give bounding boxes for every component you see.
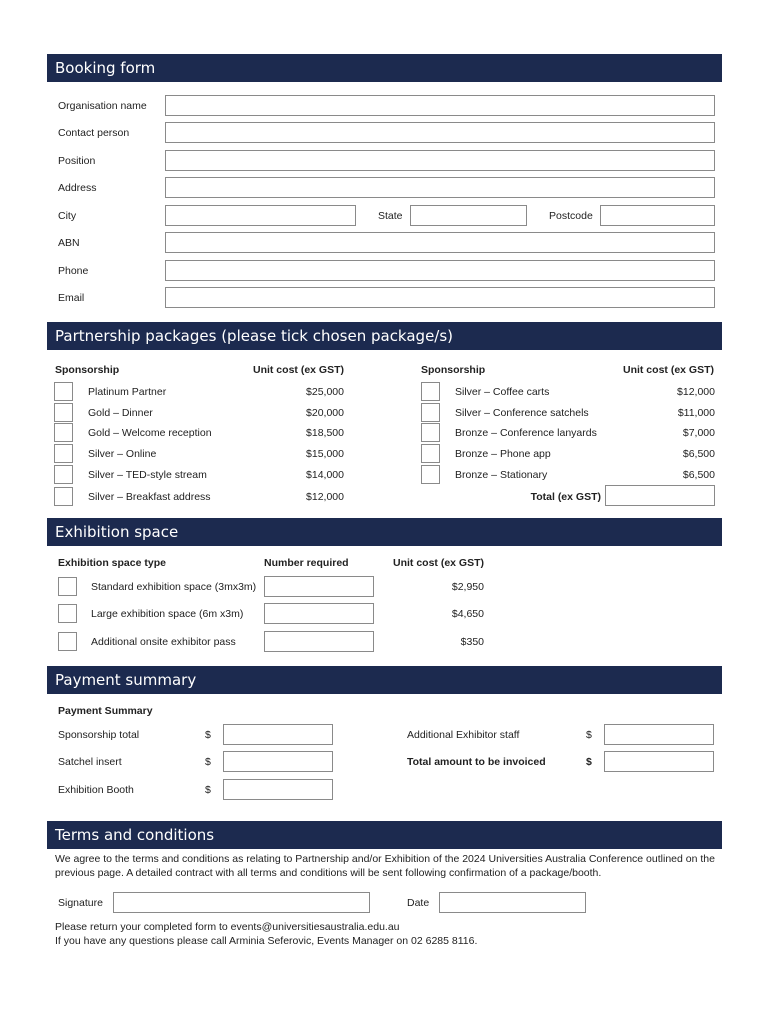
exhibition-cost: $4,650 bbox=[451, 608, 484, 620]
email-field[interactable] bbox=[165, 287, 715, 308]
package-checkbox[interactable] bbox=[421, 444, 440, 463]
exhibition-checkbox[interactable] bbox=[58, 577, 77, 596]
organisation-name-field[interactable] bbox=[165, 95, 715, 116]
phone-label: Phone bbox=[58, 265, 89, 277]
package-checkbox[interactable] bbox=[54, 444, 73, 463]
package-cost: $12,000 bbox=[677, 386, 715, 398]
exhibition-type-name: Large exhibition space (6m x3m) bbox=[91, 608, 244, 620]
sponsorship-column-header-right: Sponsorship bbox=[421, 364, 486, 376]
phone-field[interactable] bbox=[165, 260, 715, 281]
postcode-field[interactable] bbox=[600, 205, 715, 226]
number-required-field[interactable] bbox=[264, 603, 374, 624]
package-cost: $6,500 bbox=[682, 469, 715, 481]
payment-summary-heading: Payment Summary bbox=[58, 705, 153, 717]
exhibition-cost: $350 bbox=[460, 636, 484, 648]
package-cost: $18,500 bbox=[306, 427, 344, 439]
package-name: Bronze – Stationary bbox=[455, 469, 548, 481]
package-name: Bronze – Conference lanyards bbox=[455, 427, 597, 439]
package-name: Silver – Conference satchels bbox=[455, 407, 589, 419]
abn-field[interactable] bbox=[165, 232, 715, 253]
currency-symbol: $ bbox=[586, 729, 592, 741]
package-cost: $15,000 bbox=[306, 448, 344, 460]
total-invoiced-label: Total amount to be invoiced bbox=[407, 756, 546, 768]
contact-instructions: If you have any questions please call Arminia Seferovic, Events Manager on 02 6285 8116. bbox=[55, 935, 478, 947]
organisation-name-label: Organisation name bbox=[58, 100, 147, 112]
additional-exhibitor-staff-label: Additional Exhibitor staff bbox=[407, 729, 520, 741]
package-cost: $7,000 bbox=[682, 427, 715, 439]
package-checkbox[interactable] bbox=[421, 382, 440, 401]
terms-conditions-header: Terms and conditions bbox=[47, 821, 722, 849]
signature-field[interactable] bbox=[113, 892, 370, 913]
currency-symbol: $ bbox=[205, 784, 211, 796]
package-checkbox[interactable] bbox=[54, 465, 73, 484]
package-name: Gold – Welcome reception bbox=[88, 427, 212, 439]
total-ex-gst-label: Total (ex GST) bbox=[530, 491, 601, 503]
address-label: Address bbox=[58, 182, 97, 194]
package-cost: $25,000 bbox=[306, 386, 344, 398]
contact-person-field[interactable] bbox=[165, 122, 715, 143]
satchel-insert-label: Satchel insert bbox=[58, 756, 122, 768]
package-cost: $6,500 bbox=[682, 448, 715, 460]
number-required-column-header: Number required bbox=[264, 557, 349, 569]
total-ex-gst-field[interactable] bbox=[605, 485, 715, 506]
email-label: Email bbox=[58, 292, 85, 304]
package-checkbox[interactable] bbox=[54, 423, 73, 442]
exhibition-checkbox[interactable] bbox=[58, 632, 77, 651]
unit-cost-column-header-left: Unit cost (ex GST) bbox=[252, 364, 344, 376]
package-name: Platinum Partner bbox=[88, 386, 167, 398]
package-checkbox[interactable] bbox=[421, 465, 440, 484]
package-checkbox[interactable] bbox=[54, 382, 73, 401]
package-cost: $11,000 bbox=[677, 407, 715, 419]
partnership-packages-header: Partnership packages (please tick chosen package/s) bbox=[47, 322, 722, 350]
currency-symbol: $ bbox=[205, 756, 211, 768]
city-label: City bbox=[58, 210, 77, 222]
exhibition-unit-cost-column-header: Unit cost (ex GST) bbox=[393, 557, 485, 569]
sponsorship-column-header-left: Sponsorship bbox=[55, 364, 120, 376]
exhibition-cost: $2,950 bbox=[451, 581, 484, 593]
currency-symbol: $ bbox=[205, 729, 211, 741]
terms-paragraph: We agree to the terms and conditions as relating to Partnership and/or Exhibition of the 2024 Universities Australia Conference outlined on the previous page. A detailed contract with all terms and conditions will be sent following confirmation of a package/booth. bbox=[55, 853, 715, 879]
city-field[interactable] bbox=[165, 205, 356, 226]
package-checkbox[interactable] bbox=[54, 487, 73, 506]
date-label: Date bbox=[407, 897, 430, 909]
package-name: Silver – Coffee carts bbox=[455, 386, 550, 398]
exhibition-type-column-header: Exhibition space type bbox=[58, 557, 166, 569]
signature-label: Signature bbox=[58, 897, 103, 909]
exhibition-booth-field[interactable] bbox=[223, 779, 333, 800]
booking-form-header: Booking form bbox=[47, 54, 722, 82]
return-instructions: Please return your completed form to events@universitiesaustralia.edu.au bbox=[55, 921, 400, 933]
abn-label: ABN bbox=[58, 237, 80, 249]
package-cost: $20,000 bbox=[306, 407, 344, 419]
state-label: State bbox=[378, 210, 403, 222]
total-invoiced-field[interactable] bbox=[604, 751, 714, 772]
package-name: Bronze – Phone app bbox=[455, 448, 551, 460]
package-checkbox[interactable] bbox=[421, 423, 440, 442]
package-name: Gold – Dinner bbox=[88, 407, 153, 419]
currency-symbol: $ bbox=[586, 756, 592, 768]
exhibition-checkbox[interactable] bbox=[58, 604, 77, 623]
date-field[interactable] bbox=[439, 892, 586, 913]
position-label: Position bbox=[58, 155, 96, 167]
address-field[interactable] bbox=[165, 177, 715, 198]
additional-exhibitor-staff-field[interactable] bbox=[604, 724, 714, 745]
exhibition-space-header: Exhibition space bbox=[47, 518, 722, 546]
package-checkbox[interactable] bbox=[54, 403, 73, 422]
payment-summary-header: Payment summary bbox=[47, 666, 722, 694]
sponsorship-total-field[interactable] bbox=[223, 724, 333, 745]
package-name: Silver – Breakfast address bbox=[88, 491, 211, 503]
unit-cost-column-header-right: Unit cost (ex GST) bbox=[622, 364, 714, 376]
package-cost: $14,000 bbox=[306, 469, 344, 481]
satchel-insert-field[interactable] bbox=[223, 751, 333, 772]
number-required-field[interactable] bbox=[264, 631, 374, 652]
position-field[interactable] bbox=[165, 150, 715, 171]
exhibition-booth-label: Exhibition Booth bbox=[58, 784, 134, 796]
number-required-field[interactable] bbox=[264, 576, 374, 597]
state-field[interactable] bbox=[410, 205, 527, 226]
exhibition-type-name: Additional onsite exhibitor pass bbox=[91, 636, 236, 648]
exhibition-type-name: Standard exhibition space (3mx3m) bbox=[91, 581, 257, 593]
package-name: Silver – Online bbox=[88, 448, 157, 460]
package-cost: $12,000 bbox=[306, 491, 344, 503]
sponsorship-total-label: Sponsorship total bbox=[58, 729, 140, 741]
contact-person-label: Contact person bbox=[58, 127, 130, 139]
postcode-label: Postcode bbox=[549, 210, 593, 222]
package-name: Silver – TED-style stream bbox=[88, 469, 207, 481]
package-checkbox[interactable] bbox=[421, 403, 440, 422]
